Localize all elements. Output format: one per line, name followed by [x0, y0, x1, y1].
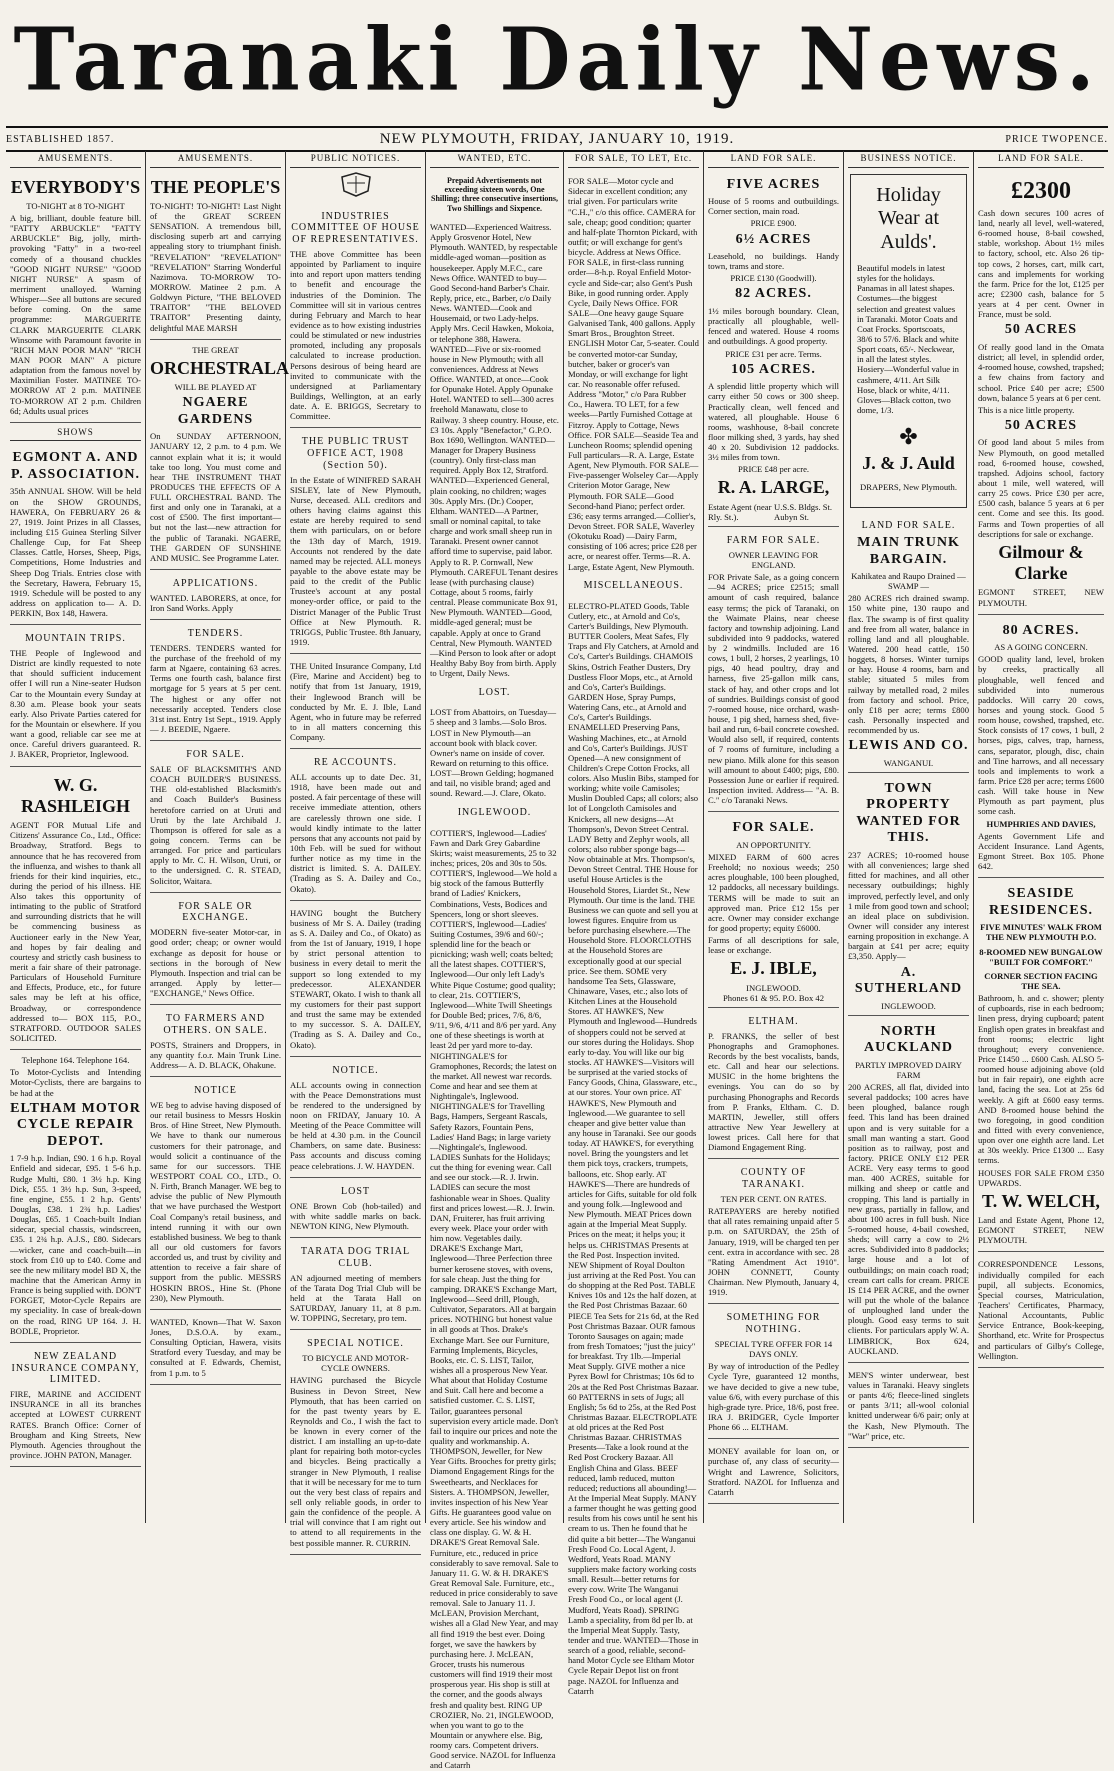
- nz-insurance-ad: [10, 1345, 141, 1467]
- ad-body: SALE OF BLACKSMITH'S AND COACH BUILDER'S BUSINESS. THE old-established Blacksmith's and Coach Builder's Business heretofore carried on at Uruti and Uruti by the late Archibald J. Thompson is offered for sale as a going concern. Terms can be arranged. For price and particulars apply to Mr. C. H. Wilson, Uruti, or to the undersigned. C. R. STEAD, Solicitor, Waitara.: [150, 763, 281, 886]
- ad-body: WANTED. LABORERS, at once, for Iron Sand Works. Apply: [150, 592, 281, 613]
- farm-england-ad: [708, 529, 839, 812]
- ad-body: CORRESPONDENCE Lessons, individually compiled for each pupil, all subjects. Economics, Special courses, Matriculation, Teachers' Certificates, Pharmacy, National Accountants, Public Service Entrance, Book-keeping, Shorthand, etc. Write for Prospectus and particulars of Gilby's College, Wellington.: [978, 1259, 1104, 1361]
- ad-body: 1 7-9 h.p. Indian, £90. 1 6 h.p. Royal Enfield and sidecar, £95. 1 5-6 h.p. Rudge Multi, £80. 1 3½ h.p. King Dick, £55. 1 3½ h.p. Sun, 3-speed, fine engine, £55. 1 2 h.p. Gents' Douglas, £38. 1 2¾ h.p. Ladies' Douglas, £65. 1 Coach-built Indian sidecar, special chassis, windscreen, £35. 1 2¾ h.p. A.J.S., £80. Sidecars—wicker, cane and coach-built—in stock from £10 up to £40. Come and see the new military model BD X, the machine that the American Army in France is being supplied with. DON'T FORGET, Motor-Cycle Repairs are my speciality. In case of break-down on the road, RING UP 164. J. H. BODLE, Proprietor.: [10, 1153, 141, 1336]
- everybodys-ad: [10, 171, 141, 423]
- ad-body: In the Estate of WINIFRED SARAH SISLEY, late of New Plymouth, Nurse, deceased. ALL creditors and others having claims against this estate are hereby required to send them with particulars, on or before the 13th day of March, 1919. Accounts not rendered by the date named may be rejected. ALL moneys payable to the above estate may be paid to the credit of the Public Trustee's account at any postal money-order office, or paid to the District Manager of the Public Trust Office at New Plymouth. R. TRIGGS, Public Trustee. 8th January, 1919.: [290, 474, 421, 647]
- ad-body: POSTS, Strainers and Droppers, in any quantity f.o.r. Main Trunk Line. Address— A. D. BLACK, Ohakune.: [150, 1039, 281, 1071]
- column-heading: LAND FOR SALE.: [708, 151, 839, 168]
- ad-body: TO-NIGHT! TO-NIGHT! Last Night of the GREAT SCREEN SENSATION. A tremendous bill, disclosing superb art and carrying appealing story to triumphant finish. "REVELATION" "REVELATION" "REVELATION" Starring Wonderful Nazimova. TO-MORROW TO-MORROW. Matinee 2 p.m. A Goldwyn Picture, "THE BELOVED TRAITOR" "THE BELOVED TRAITOR" Presenting dainty, delightful MAE MARSH: [150, 200, 281, 333]
- ad-title: THE PUBLIC TRUST OFFICE ACT, 1908 (Section 50).: [301, 436, 410, 471]
- holiday-wear-ad: [850, 174, 967, 509]
- column-heading: WANTED, ETC.: [430, 151, 559, 168]
- column-business: [844, 151, 974, 1523]
- listing-title: FIVE ACRES: [726, 176, 821, 192]
- eltham-ad: [708, 1010, 839, 1159]
- ad-body: TENDERS. TENDERS wanted for the purchase of the freehold of my farm at Ngaere, containing 63 acres. Terms one fourth cash, balance first mortgage for 5 years at 5 per cent. The highest or any offer not necessarily accepted. Tenders close 31st inst. Entry 1st Sept., 1919. Apply— J. BEEDIE, Ngaere.: [150, 642, 281, 735]
- ad-pretitle: THE GREAT: [192, 344, 239, 355]
- motor-car-exchange-ad: [150, 895, 281, 1006]
- column-land-sale: [704, 151, 844, 1523]
- agent-name: R. A. LARGE,: [717, 477, 830, 498]
- flourish-icon: ✤: [899, 423, 918, 449]
- inglewood-listings: COTTIER'S, Inglewood—Ladies' Fawn and Dark Grey Gabardine Skirts; waist measurements, 25 to 32 inches; prices, 20s and 30s to 50s. COTTIER'S, Inglewood—We hold a big stock of the famous Butterfly brand of Ladies' Knickers, Combinations, Vests, Bodices and Spencers, long or short sleeves. COTTIER'S, Inglewood—Ladies' Suiting Costumes, 39/6 and 60/-; splendid line for the beach or picnicking; wash well; coats belted; all the latest shapes. COTTIER'S, Inglewood—Our only left Lady's White Pique Costume; good quality; to clear, 21s. COTTIER'S, Inglewood—White Twill Sheetings for Double Bed; prices, 7/6, 8/6, 9/11, 9/6, 4/11 and 8/6 per yard. Any one of these sheetings is worth at least 2d per yard more to-day. NIGHTINGALE'S for Gramophones, Records; the latest on the market. All newest war records. Come and hear and see them at Nightingale's, Inglewood. NIGHTINGALE'S for Travelling Bags, Hampers, Sergeant Rascals, Safety Razors, Fountain Pens, Ladies' Hand Bags; in large variety—Nightingale's, Inglewood. LADIES Sunhats for the Holidays; cut the thing for evening wear. Call and see our stock.—R. J. Irwin. LADIES can secure the most fashionable wear in Shoes. Quality first and prices lowest.—R. J. Irwin. DAN, Fruiterer, has fruit arriving every week. Place your order with him now. Vegetables daily. DRAKE'S Exchange Mart, Inglewood—Three Perfection three burner kerosene stoves, with ovens, for sale cheap. Just the thing for camping. DRAKE'S Exchange Mart, Inglewood—Seed drill, Plough, Cultivator, Separators. All at bargain prices. NOTHING but honest value in all goods at Thos. Drake's Exchange Mart. See our Furniture, Farming Implements, Bicycles, Books, etc. C. S. LIST, Tailor, wishes all a prosperous New Year. What about that Holiday Costume and Suit. Call here and become a satisfied customer. C. S. LIST, Tailor, guarantees personal supervision every article made. Don't fail to inquire our prices and note the quality and workmanship. A. THOMPSON, Jeweller, for New Year Gifts. Brooches for pretty girls; Diamond Engagement Rings for the Sweethearts, and Necklaces for Sisters. A. THOMPSON, Jeweller, invites inspection of his New Year Gifts. He guarantees good value on every article. See his window and class one display. G. W. & H. DRAKE'S Great Removal Sale. Furniture, etc., reduced in price considerably to save removal. Sale to January 11. G. W. & H. DRAKE'S Great Removal Sale. Furniture, etc., reduced in price considerably to save removal. Sale to January 11. J. McLEAN, Provision Merchant, wishes all a Glad New Year, and may all find 1919 the best ever. Doing forget, we save the hawkers by purchasing here. J. McLEAN, Grocer, trusts his numerous customers will find 1919 their most prosperous year. His shop is still at the corner, and the goods always fresh and quality best. RING UP CROZIER, No. 21, INGLEWOOD, when you want to go to the Mountain or anywhere else. Big, roomy cars. Competent drivers. Good service. NAZOL for Influenza and Catarrh: [430, 827, 559, 1771]
- ad-body: HAVING purchased the Bicycle Business in Devon Street, New Plymouth, that has been carried on for the past twenty years by E. Reynolds and Co., I wish the fact to be known in every corner of the district. I am installing an up-to-date plant for repairing both motor-cycles and bicycles. Being practically a stranger in New Plymouth, I realise that it will be necessary for me to turn out the very best class of repairs and sell only reliable goods, in order to gain the confidence of the people. A trial will convince that I am right out to attend to all requirements in the best possible manner. R. CURRIN.: [290, 1375, 421, 1548]
- money-loan-ad: [708, 1441, 839, 1504]
- listing-subtitle: AS A GOING CONCERN.: [994, 642, 1088, 653]
- column-heading: AMUSEMENTS.: [150, 151, 281, 168]
- butchery-notice: [290, 903, 421, 1057]
- ad-heading: NOTICE.: [332, 1064, 379, 1076]
- blacksmith-sale-ad: [150, 743, 281, 892]
- tyre-offer-ad: [708, 1306, 839, 1439]
- ad-address: DRAPERS, New Plymouth.: [860, 482, 957, 493]
- listing-body: Cash down secures 100 acres of land, nearly all level, well-watered, 6-roomed house, 8-bail cowshed, stable, workshop. About 1½ miles to factory, school, etc. Also 26 tip-top cows, 2 horses, cart, milk cart, cans and implements for working the farm. Price for the lot, £125 per acre; £2300 cash, balance for 5 years at 4 per cent. Owner in France, must be sold.: [978, 207, 1104, 320]
- underwear-ad: [848, 1365, 969, 1448]
- telephone-line: Telephone 164. Telephone 164.: [21, 1055, 130, 1066]
- listing-title: 50 ACRES: [1004, 417, 1078, 433]
- ad-body: AGENT FOR Mutual Life and Citizens' Assurance Co., Ltd., Office: Broadway, Stratford. Begs to announce that he has recovered from the influenza, and wishes to thank all friends for their kind inquiries, etc., during the period of his illness. HE Also takes this opportunity of intimating to the public of Stratford and surrounding districts that he will be commencing business as Auctioneer early in the New Year, and hopes by fair dealing and courtesy and strictly cash business to merit a fair share of their patronage. Particulars of Household Furniture and Effects, Produce, etc., for future sales may be left at his office, Broadway, or correspondence addressed to— BOX 115, P.O., STRATFORD. OUTDOOR SALES SOLICITED.: [10, 820, 141, 1044]
- rashleigh-ad: [10, 769, 141, 1051]
- agent-place: INGLEWOOD.: [881, 1000, 936, 1011]
- column-amusements-1: [6, 151, 146, 1523]
- listing-price: PRICE £900.: [750, 218, 797, 229]
- gilmour-clarke-ad: [978, 171, 1104, 615]
- agent-name: HUMPHRIES AND DAVIES,: [986, 818, 1096, 829]
- ad-heading: APPLICATIONS.: [172, 578, 259, 590]
- established-text: ESTABLISHED 1857.: [6, 134, 115, 145]
- egmont-show-ad: [10, 444, 141, 625]
- masthead: [0, 0, 1114, 122]
- ad-subtitle: WILL BE PLAYED AT: [174, 382, 257, 393]
- town-property-ad: [848, 775, 969, 1016]
- ad-title: ELTHAM MOTOR CYCLE REPAIR DEPOT.: [10, 1100, 141, 1149]
- optician-ad: [150, 1312, 281, 1385]
- ad-title: NORTH AUCKLAND: [864, 1023, 953, 1056]
- ad-subtitle: TO-NIGHT at 8 TO-NIGHT: [26, 200, 125, 211]
- mountain-trips-ad: [10, 627, 141, 766]
- ad-subheading: AN OPPORTUNITY.: [736, 839, 811, 850]
- ad-heading: FARM FOR SALE.: [726, 535, 821, 546]
- county-rates-ad: [708, 1161, 839, 1304]
- listing-title: 50 ACRES: [1004, 322, 1078, 338]
- lost-heading: LOST.: [478, 686, 511, 698]
- agent-left: Estate Agent (near Rly. St.).: [708, 501, 772, 522]
- for-sale-listings: FOR SALE—Motor cycle and Sidecar in excellent condition; any trial given. For particulars write "C.H.," c/o this office. CAMERA for sale, cheap; good condition; quarter and half-plate Thornton Pickard, with outfit; or will exchange for gent's bicycle. Address at News Office. FOR SALE, in first-class running order—8-h.p. Royal Enfield Motor-cycle and Side-car; also Gent's Push Bike, in good running order. Apply Cycle, Daily News Office. FOR SALE—One heavy gauge Square Galvanised Tank, 400 gallons. Apply Smart Bros., Broughton Street. ENGLISH Motor Car, 5-seater. Could be converted motor-car Sunday, butcher, baker or grocer's van Monday, or will exchange for light car. No reasonable offer refused. Address "Motor," c/o Para Rubber Co., Hawera. TO LET, for a few weeks—Partly Furnished Cottage at Fitzroy. Apply to Cottage, News Office. FOR SALE—Seaside Tea and Luncheon Rooms; splendid opening Full particulars—R. A. Large, Estate Agent, New Plymouth. FOR SALE—Five-passenger Wolseley Car—Apply Criterion Motor Garage, New Plymouth. FOR SALE—Good Second-hand Piano; perfect order. £36; easy terms arranged.—Collier's, Devon Street. FOR SALE, Waverley (Okotuku Road) —Dairy Farm, consisting of 106 acres; price £28 per acre, or nearest offer. Terms—R. A. Large, Estate Agent, New Plymouth.: [568, 176, 699, 572]
- ad-brand: J. & J. Auld: [862, 452, 955, 473]
- column-public-notices: [286, 151, 426, 1548]
- listing-body: A splendid little property which will carry either 50 cows or 300 sheep. Practically clean, well fenced and watered, all ploughable. House 6 rooms, washhouse, 8-bail concrete floor milking shed, 3 yards, hay shed 40 x 20. Subdivision 12 paddocks. 3½ miles from town.: [708, 381, 839, 463]
- listing-title: SEASIDE RESIDENCES.: [989, 886, 1093, 918]
- lost-listings: LOST from Abattoirs, on Tuesday—5 sheep and 3 lambs.—Solo Bros. LOST in New Plymouth—an account book with black cover. Owner's name on inside of cover. Reward on returning to this office. LOST—Brown Gelding; hogmaned and tail, no visible brand; aged and sound. Reward.—J. Clare, Okato.: [430, 707, 557, 799]
- listing-body: 1½ miles borough boundary. Clean, practically all ploughable, well-fenced and watered. House 4 rooms and outbuildings. A good property.: [708, 306, 839, 347]
- ad-body: FIRE, MARINE and ACCIDENT INSURANCE in all its branches accepted at LOWEST CURRENT RATES. Branch Office: Corner of Brougham and King Streets, New Plymouth. Agencies throughout the province. JOHN PATON, Manager.: [10, 1389, 141, 1461]
- eltham-motor-ad: [10, 1052, 141, 1343]
- ad-title: EVERYBODY'S: [10, 176, 141, 197]
- ad-body: 35th ANNUAL SHOW. Will be held on the SHOW GROUNDS, HAWERA, On FEBRUARY 26 & 27, 1919. Joint Prizes in all Classes, including £15 Guinea Sterling Silver Challenge Cup, for Fat Sheep Classes. Cattle, Horses, Sheep, Pigs, Competitions, Home Industries and Sheep Dog Trials. Entries close with the Secretary, Hawera, February 15, 1919. Schedule will be posted to any address on application to— A. D. PERKIN, Box 148, Hawera.: [10, 486, 141, 619]
- agent-place: INGLEWOOD.: [746, 982, 801, 993]
- eighty-acres-ad: [978, 617, 1104, 879]
- ad-body: THE People of Inglewood and District are kindly requested to note that should sufficient inducement offer I will run a Nine-seater Hudson Car to the Mountain every Sunday at 8.30 a.m. Please book your seats early. Also Private Parties catered for for the Mountain or elsewhere. If you want a good, reliable car see me at once. Careful drivers guaranteed. R. J. BAKER, Proprietor, Inglewood.: [10, 648, 141, 760]
- ad-title: TOWN PROPERTY WANTED FOR THIS.: [856, 780, 961, 846]
- ad-body: On SUNDAY AFTERNOON, JANUARY 12, 2 p.m. to 4 p.m. We cannot explain what it is; it would take too long. You must come and hear THE INSTRUMENT THAT PRODUCES THE EFFECTS OF A FULL ORCHESTRAL BAND. The first and only one in Taranaki, at a cost of £500. The first important—but not the last—new attraction for the public of Taranaki. NGAERE, THE GARDEN OF SUNSHINE AND MUSIC. See Programme Later.: [150, 431, 281, 563]
- ad-body: Beautiful models in latest styles for the holidays. Panamas in all latest shapes. Costumes—the biggest selection and greatest values in Taranaki. Motor Coats and Coat Frocks. Sportscoats, 38/6 to 57/6. Black and white Sport coats, 65/-. Neckwear, in all the latest styles. Hosiery—Wonderful value in cashmere, 4/11. Art Silk Hose, black or white, 4/11. Gloves—Black cotton, two dome, 1/3.: [857, 262, 959, 415]
- dateline-text: NEW PLYMOUTH, FRIDAY, JANUARY 10, 1919.: [379, 131, 735, 147]
- column-heading: FOR SALE, TO LET, Etc.: [568, 151, 699, 168]
- column-heading: BUSINESS NOTICE.: [848, 151, 969, 168]
- ad-body: FOR Private Sale, as a going concern—94 ACRES; price £2515; small amount of cash required, balance easy terms; the pick of Taranaki, on the Waimate Plains, near cheese factory and township adjoining. Land subdivided into 9 paddocks, watered by 2 windmills. Included are 16 cows, 1 bull, 2 horses, 2 yearlings, 10 pigs, 40 head poultry, dray and harness, five 25-gallon milk cans, stack of hay, and other crops and lot of sundries. Buildings consist of good 7-roomed house, nice orchard, wash-house, 1 pig shed, harness shed, five-bail and run, 6-bail concrete cowshed. Would also sell, if required, contents of 7 rooms of furniture, including a new piano. Milk alone for this season will amount to about £400; pigs, £80. Possession June or earlier if required. Inspection invited. Address— "A. B. C." c/o Taranaki News.: [708, 572, 840, 806]
- newspaper-title: Taranaki Daily News.: [13, 9, 1101, 111]
- ad-heading: SPECIAL NOTICE.: [307, 1338, 404, 1350]
- agent-address: Agents Government Life and Accident Insurance. Land Agents, Egmont Street. Box 105. Phone 642.: [978, 830, 1104, 872]
- listing-body: Of really good land in the Omata district; all level, in splendid order, 4-roomed house, cowshed, trapshed; a few chains from factory and school. Price £40 per acre; £500 down, balance 5 years at 6 per cent.: [978, 341, 1104, 403]
- ad-title: THE PEOPLE'S: [150, 176, 281, 197]
- industries-committee-notice: [290, 205, 421, 429]
- ad-body: WANTED, Known—That W. Saxon Jones, D.S.O.A. by exam., Consulting Optician, Hawera, visits Stratford every Tuesday, and may be consulted at F. Edwards, Chemist, from 1 p.m. to 5: [150, 1316, 281, 1378]
- ad-body: By way of introduction of the Pedley Cycle Tyre, guaranteed 12 months, we have decided to give a new tube, value 6/6, with every purchase of this high-grade tyre. Price, 18/6, post free. IRA J. BRIDGER, Cycle Importer Phone 66 ... ELTHAM.: [708, 1361, 839, 1433]
- ad-title: W. G. RASHLEIGH: [20, 774, 131, 816]
- columns-area: [6, 151, 1108, 1771]
- ad-heading: SOMETHING FOR NOTHING.: [726, 1312, 821, 1336]
- ad-title: EGMONT A. AND P. ASSOCIATION.: [11, 450, 140, 482]
- ad-heading: FOR SALE.: [186, 749, 245, 761]
- ad-heading: FOR SALE.: [732, 820, 815, 836]
- listing-title: 82 ACRES.: [735, 286, 812, 302]
- main-trunk-ad: [848, 514, 969, 773]
- ad-heading: ELTHAM.: [748, 1015, 799, 1027]
- listing-price: PRICE £31 per acre. Terms.: [725, 348, 822, 359]
- miscellaneous-heading: MISCELLANEOUS.: [583, 580, 684, 592]
- column-heading: AMUSEMENTS.: [10, 151, 141, 168]
- ad-heading: MOUNTAIN TRIPS.: [25, 633, 126, 645]
- listing-subtitle: 8-ROOMED NEW BUNGALOW "BUILT FOR COMFORT.": [979, 946, 1103, 967]
- ad-tail: Farms of all descriptions for sale, lease or exchange.: [708, 935, 839, 956]
- agent-name: A. SUTHERLAND: [854, 964, 963, 997]
- ad-body: P. FRANKS, the seller of best Phonographs and Gramophones. Records by the best vocalists, bands, etc. Call and hear our selections. MUSIC in the home brightens the evenings. You can do so by purchasing Phonographs and Records from P. Franks, Eltham. C. D. MARTIN, Jeweller, still offers attractive New Year Jewellery at lowest prices. Call here for that Diamond Engagement Ring.: [708, 1030, 839, 1153]
- ad-body: ALL accounts up to date Dec. 31, 1918, have been made out and posted. A fair percentage of these will receive immediate attention, others are carelessly thrown one side. I would kindly intimate to the latter persons that any accounts not paid by 10th Feb. will be sued for without further notice as my time in the district is limited. S. A. DAILEY. (Trading as S. A. Dailey and Co., Okato).: [290, 772, 421, 894]
- listing-body: House of 5 rooms and outbuildings. Corner section, main road.: [708, 196, 839, 217]
- ad-body: MODERN five-seater Motor-car, in good order; cheap; or owner would exchange as deposit for house or sections in the borough of New Plymouth. Inspection and trial can be arranged. Apply by letter— "EXCHANGE," News Office.: [150, 927, 281, 999]
- listing-note: This is a nice little property.: [978, 404, 1075, 415]
- ad-subheading: SPECIAL TYRE OFFER FOR 14 DAYS ONLY.: [714, 1338, 833, 1360]
- united-insurance-notice: [290, 656, 421, 749]
- ad-subheading: TO BICYCLE AND MOTOR-CYCLE OWNERS.: [302, 1353, 409, 1374]
- agent-name: E. J. IBLE,: [730, 958, 817, 979]
- bicycle-notice: [290, 1332, 421, 1554]
- listing-body: Leasehold, no buildings. Handy town, trams and store.: [708, 251, 839, 272]
- re-accounts-notice: [290, 751, 421, 900]
- column-heading: LAND FOR SALE.: [978, 151, 1104, 168]
- peace-notice: [290, 1059, 421, 1178]
- ad-heading: LOST: [341, 1185, 370, 1197]
- agent-name: T. W. WELCH,: [982, 1190, 1100, 1211]
- ad-body: MIXED FARM of 600 acres Freehold; no noxious weeds; 250 acres ploughable, 100 been ploughed, 12 paddocks, all necessary buildings. TERMS will be made to suit an approved man. Price £12 15s per acre. Owner may consider exchange for good property; equity £6000.: [708, 851, 839, 933]
- ad-body: MEN'S winter underwear, best values in Taranaki. Heavy singlets or pants 4/6; fleece-lined singlets or pants 3/11; all-wool colonial knitted underwear 6/6 pair; only at the Kash, New Plymouth. The "War" price, etc.: [848, 1369, 969, 1441]
- ad-heading: RE ACCOUNTS.: [313, 757, 398, 769]
- tenders-ad: [150, 622, 281, 741]
- wanted-listings: WANTED—Experienced Waitress. Apply Grosvenor Hotel, New Plymouth. WANTED, by respectable middle-aged woman—position as housekeeper. Apply M.F.C., care News Office. WANTED to buy—Good Second-hand Barber's Chair. Reply, price, etc., Barber, c/o Daily News. WANTED—Cook and Housemaid, or two Lady-helps. Apply Mrs. Cecil Hawken, Mokoia, or telephone 388, Hawera. WANTED—Five or six-roomed house in New Plymouth; with all conveniences. Address at News Office. WANTED, at once—Cook for Opunake Hotel. Apply Opunake Hotel. WANTED to sell—300 acres freehold Manawatu, close to Railway. 3 sheep country. House, etc. £3 10s. Apply "Benefactor," G.P.O. Box 1690, Wellington. WANTED—Manager for Drapery Business (country). Only first-class man required. Apply Box 12, Stratford. WANTED—Experienced General, plain cooking, no children; wages 30s. Apply Mrs. (Dr.) Cooper, Eltham. WANTED—A Partner, small or nominal capital, to take charge and work small sheep run in Taranaki. Present owner cannot afford time to supervise, paid labor. Apply to R. P. Cornwall, New Plymouth. CAREFUL Tenant desires lease (with purchasing clause) Cottage, about 5 rooms, fairly central. Please communicate Box 91, New Plymouth. WANTED—Good, middle-aged general; must be capable. Apply at once to Grand Central, New Plymouth. WANTED—Kind Person to look after or adopt Healthy Baby Boy from birth. Apply to Urgent, Daily News.: [430, 221, 559, 679]
- dog-trial-notice: [290, 1240, 421, 1330]
- agent-address: EGMONT STREET, NEW PLYMOUTH.: [978, 587, 1104, 608]
- agent-name: Gilmour & Clarke: [998, 541, 1084, 584]
- ad-subtitle: PARTLY IMPROVED DAIRY FARM: [855, 1059, 962, 1080]
- listing-title: 105 ACRES.: [731, 361, 816, 377]
- listing-subtitle: FIVE MINUTES' WALK FROM THE NEW PLYMOUTH P.O.: [980, 922, 1102, 943]
- column-heading: PUBLIC NOTICES.: [290, 151, 421, 168]
- listing-title: 6½ ACRES: [735, 231, 812, 247]
- listing-tail: HOUSES FOR SALE FROM £350 UPWARDS.: [978, 1167, 1104, 1188]
- ad-title: INDUSTRIES COMMITTEE OF HOUSE OF REPRESENTATIVES.: [291, 210, 420, 246]
- column-land-sale-2: [974, 151, 1108, 1523]
- applications-ad: [150, 572, 281, 620]
- ad-heading: TO FARMERS AND OTHERS. ON SALE.: [163, 1013, 268, 1037]
- ad-body: A big, brilliant, double feature bill. "FATTY ARBUCKLE" "FATTY ARBUCKLE" Big, jolly, mirth-provoking "Fatty" in a two-reel comedy of a thousand chuckles "GOOD NIGHT NURSE" "GOOD NIGHT NURSE" A spasm of merriment unalloyed. Warning Whisper—See all buttons are secured before coming. On the same programme: MARGUERITE CLARK MARGUERITE CLARK Winsome with Paramount favorite in "RICH MAN POOR MAN" "RICH MAN POOR MAN" A picture adaptation from the famous novel by Maximilian Foster. MATINEE TO-MORROW AT 2 p.m. MATINEE TO-MORROW AT 2 p.m. Children 6d; Adults usual prices: [10, 212, 141, 416]
- ad-title: ORCHESTRALA: [150, 357, 290, 378]
- ad-title: MAIN TRUNK BARGAIN.: [857, 535, 960, 567]
- ad-body: ALL accounts owing in connection with the Peace Demonstrations must be rendered to the undersigned by noon on FRIDAY, January 10. A Meeting of the Peace Committee will be held at 4.30 p.m. in the Council Chambers, on same date. Business: Pass accounts and discuss coming peace celebrations. J. W. HAYDEN.: [290, 1079, 421, 1171]
- price-text: PRICE TWOPENCE.: [1005, 134, 1108, 145]
- ad-heading: TENDERS.: [187, 628, 244, 640]
- coal-notice-ad: [150, 1079, 281, 1310]
- ad-body: WE beg to advise having disposed of our retail business to Messrs Hoskin Bros. of Hine Street, New Plymouth. We have to thank our numerous customers for their patronage, and would solicit a continuance of the same for our successors. THE WESTPORT COAL CO., LTD., O. N. Firth, Branch Manager. WE beg to advise the public of New Plymouth that we have purchased the Westport Coal Company's retail business, and intend running it with our own established business. We beg to thank all our old customers for favors accorded us, and trust by civility and attention to receive a fair share of support from the public. MESSRS HOSKIN BROS., Hine St. (Phone 230), New Plymouth.: [150, 1100, 281, 1303]
- ad-body: THE above Committee has been appointed by Parliament to inquire into and report upon matters tending to benefit and encourage the industries of the Dominion. The Committee will sit in various centres during February and March to hear evidence as to how existing industries could be stimulated or new industries promoted, including any proposals calculated to increase production. Persons desirous of being heard are invited to communicate with the undersigned at Parliamentary Buildings, Wellington, at an early date. A. E. BRIGGS, Secretary to Committee.: [290, 248, 421, 422]
- column-amusements-2: [146, 151, 290, 1523]
- listing-price: PRICE £48 per acre.: [737, 464, 810, 475]
- agent-address: Land and Estate Agent, Phone 12, EGMONT STREET, NEW PLYMOUTH.: [978, 1215, 1104, 1246]
- ad-body: 280 ACRES rich drained swamp. 150 white pine, 130 raupo and flax. The swamp is of first quality and free from all water, balance in rolling land and all ploughable. Watered. 200 head cattle, 150 hoggets, 8 horses. Winter turnips or hay. House 4 rooms, barn and stable; situated 5 miles from railway by metalled road, 2 miles from factory and school. Price, only £18 per acre; terms £800 cash. Personally inspected and recommended by us.: [848, 593, 969, 736]
- ad-subtitle: Kahikatea and Raupo Drained — SWAMP —: [851, 571, 966, 592]
- ad-body: ONE Brown Cob (hob-tailed) and with white saddle marks on back. NEWTON KING, New Plymouth.: [290, 1200, 421, 1231]
- listing-subtitle: CORNER SECTION FACING THE SEA.: [984, 970, 1098, 991]
- ad-title: Holiday Wear at Aulds'.: [876, 183, 941, 253]
- listing-body: Bathroom, h. and c. shower; plenty of cupboards, rise in each bedroom; linen press, drying cupboard; patent English open grates in breakfast and front rooms; electric light throughout; every convenience. Price £1450 ... £600 Cash. ALSO 5-roomed house adjoining above (old but in fair repair), one eighth acre land, facing the sea. Lot at 25s 6d weekly. A gift at £600 easy terms. AND 8-roomed house behind the two foregoing, in good condition and fitted with every convenience, upon over one eighth acre land. Let at 30s weekly. Price £1300 ... Easy terms.: [978, 993, 1104, 1166]
- ad-subheading: OWNER LEAVING FOR ENGLAND.: [728, 549, 819, 570]
- ad-body: THE United Insurance Company, Ltd (Fire, Marine and Accident) beg to notify that from 1st January, 1919, their Inglewood Branch will be conducted by Mr. E. J. Ible, Land Agent, who in future may be referred to in all matters concerning this Company.: [290, 661, 421, 743]
- lost-cob-notice: [290, 1180, 421, 1238]
- listing-title: 80 ACRES.: [1002, 622, 1080, 638]
- agent-place: WANGANUI.: [883, 757, 934, 768]
- orchestrala-ad: [150, 342, 290, 570]
- inglewood-heading: INGLEWOOD.: [457, 807, 532, 819]
- ad-subheading: TEN PER CENT. ON RATES.: [720, 1193, 827, 1204]
- listing-price: PRICE £130 (Goodwill).: [730, 273, 817, 284]
- north-auckland-ad: [848, 1018, 969, 1363]
- ad-body: AN adjourned meeting of members of the Tarata Dog Trial Club will be held at the Tarata Hall on SATURDAY, January 11, at 8 p.m. W. TOPPING, Secretary, pro tem.: [290, 1272, 421, 1324]
- large-estate-ad: [708, 171, 839, 527]
- correspondence-ad: [978, 1254, 1104, 1367]
- ad-heading: NOTICE: [194, 1085, 237, 1097]
- farmers-posts-ad: [150, 1007, 281, 1077]
- peoples-ad: [150, 171, 281, 340]
- masthead-rule-top: [6, 126, 1108, 128]
- ad-body: 237 ACRES; 10-roomed house with all conveniences; large shed fitted for machines, and all other necessary outbuildings; highly improved, perfectly level, and only 1 mile from good town and school; an ideal place on subdivision. Owner will consider any interest earning proposition in exchange. A bargain at £41 per acre; equity £3,350. Apply—: [848, 850, 969, 962]
- seaside-ad: [978, 880, 1104, 1252]
- listing-body: Of good land about 5 miles from New Plymouth, on good metalled road, 6-roomed house, cowshed, trapshed. Adjoins school, factory about 1 mile, well watered, will carry 25 cows. Price £30 per acre, £500 cash, balance 5 years at 6 per cent. Come and see this. Its good. Farms and Town properties of all descriptions for sale or exchange.: [978, 437, 1104, 539]
- agent-right: U.S.S. Bldgs. St. Aubyn St.: [774, 501, 833, 522]
- dateline-bar: [6, 131, 1108, 150]
- agent-address-row: [708, 502, 839, 522]
- miscellaneous-listings: ELECTRO-PLATED Goods, Table Cutlery, etc., at Arnold and Co's, Carter's Buildings, New Plymouth. BUTTER Coolers, Meat Safes, Fly Traps and Fly Catchers, at Arnold and Co's, Carter's Buildings. CHAMOIS Skins, Ostrich Feather Dusters, Dry Dustless Floor Mops, etc., at Arnold and Co's, Carter's Buildings. GARDEN Hose, Spray Pumps, Watering Cans, etc., at Arnold and Co's, Carter's Buildings. ENAMELLED Preserving Pans, Washing Machines, etc., at Arnold and Co's, Carter's Buildings. JUST Opened—A new consignment of Children's Crepe Cotton Frocks, all colors. Also Muslin Bibs, stamped for working; white voile Camisoles; Muslin Doubled Caps; all colors; also lot of Longcloth Camisoles and Knickers, all new designs—At Thompson's, Devon Street Central. LADY Betty and Zephyr wools, all colors; also rubber sponge bags—Now obtainable at Mrs. Thompson's, Devon Street Central. THE House for useful House Articles is the Household Stores, Liardet St., New Plymouth. Our time is the land. THE Business we can quote and sell you at lowest figures. Enquire from us before purchasing elsewhere.—The Household Store. FLOORCLOTHS at the Household Stores are exceptionally good at our special price. See them. SOME very handsome Tea Sets, Glassware, Chinaware, Vases, etc.; also lots of Kitchen Lines at the Household Stores. AT HAWKE'S, New Plymouth and Inglewood—Hundreds of shoppers could not be served at our stores during the Holidays. Shop early to-day. You will like our big stocks. AT HAWKE'S—Visitors will be surprised at the varied stocks of Fancy Goods, China, Glassware, etc., at our stores. Your own price. AT HAWKE'S, New Plymouth and Inglewood.—We guarantee to sell cheaper and give better value than any house in Taranaki. See our goods today. AT HAWKE'S, for everything novel. Bring the youngsters and let them pick toys, crackers, trumpets, balloons, etc. Shop early. AT HAWKE'S—There are hundreds of articles for Gifts, suitable for old folk and young folk.—Inglewood and New Plymouth. MEAT Prices down again at the Imperial Meat Supply. Prices on the meat; it helps you; it helps us. CHRISTMAS Presents at the Red Post. Inspection invited. NEW Shipment of Royal Doulton just arriving at the Red Post. You can do shopping at the Red Post. TABLE Knives 10s and 12s the half dozen, at the Red Post Christmas Bazaar. 60 PIECE Tea Sets for 21s 6d, at the Red Post Christmas Bazaar. OUR famous Toronto Sausages on again; made from fresh Tomatoes; "just the juicy" for breakfast. Try 1lb.—Imperial Meat Supply. GIVE mother a nice Pyrex Bowl for Christmas; 10s 6d to 20s at the Red Post Christmas Bazaar. 60 PATTERNS in sets of Jugs; all English; 5s 6d to 25s, at the Red Post Christmas Bazaar. ELECTROPLATE at old prices at the Red Post Christmas Bazaar. CHRISTMAS Presents—Take a look round at the Red Post Crockery Bazaar. All English China and Glass. BEEF reduced, lamb reduced, mutton reduced; reductions all abounding!—At the Imperial Meat Supply. MANY a farmer thought he was getting good results from his cows until he sent his cream to us. Then he found that he did quite a bit better—The Wanganui Fresh Food Co. Local Agent, J. Wedford, Yeats Road. MANY suppliers make factory working costs small. Result—better returns for every cow. Write The Wanganui Fresh Food Co., or local agent (J. Mudford, Yeats Road). SPRING Lamb a speciality, from 8d per lb. at the Imperial Meat Supply. Tasty, tender and true. WANTED—Those in search of a good, reliable, second-hand Motor Cycle see Eltham Motor Cycle Repair Depot list on front page. NAZOL for Influenza and Catarrh: [568, 600, 699, 1696]
- ad-body: RATEPAYERS are hereby notified that all rates remaining unpaid after 5 p.m. on SATURDAY, the 25th of January, 1919, will be charged ten per cent. extra in accordance with sec. 28 "Rating Amendment Act 1910". JOHN CONNETT, County Chairman. New Plymouth, January 4, 1919.: [708, 1206, 839, 1298]
- coat-of-arms-icon: [290, 171, 421, 203]
- agent-name: LEWIS AND CO.: [848, 738, 969, 754]
- ad-body: MONEY available for loan on, or purchase of, any class of security—Wright and Lawrence, Solicitors, Stratford. NAZOL for Influenza and Catarrh: [708, 1446, 839, 1497]
- ible-sale-ad: [708, 814, 839, 1008]
- ad-body: 200 ACRES, all flat, divided into several paddocks; 100 acres have been ploughed, balance rough feed. This land has been drained upon and is very suitable for a small man wanting a start. Good position as to railway, post and factory. PRICE ONLY £12 PER ACRE. Very easy terms to good man. 400 ACRES, suitable for milking and sheep or cattle and cropping. This land is partially in new grass, partially in fallow, and about 100 acres in full bush. Nice 5-roomed house, 4-bail cowshed, sheds; will carry a cow to 2½ acres. Subdivided into 8 paddocks; large house and a lot of outbuildings; on main coach road; cream cart calls for cream. PRICE IS £14 PER ACRE, and the owner will put the whole of the balance of unploughed land under the plough. Good easy terms to suit clients. For particulars apply W. A. LIMBRICK, Box 624, AUCKLAND.: [848, 1082, 969, 1356]
- ad-heading: COUNTY OF TARANAKI.: [740, 1167, 807, 1191]
- ad-body: HAVING bought the Butchery business of Mr S. A. Dailey (trading as S. A. Dailey and Co., of Okato) as from the 1st of January, 1919, I hope by strict personal attention to business in every detail to merit the support so long extended to my predecessor. ALEXANDER STEWART, Okato. I wish to thank all my customers for their past support and trust the same may be extended to my successor. S. A. DAILEY, (Trading as S. A. Dailey and Co., Okato).: [290, 907, 421, 1050]
- ad-heading: LAND FOR SALE.: [861, 520, 956, 532]
- column-wanted: [426, 151, 564, 1771]
- column-for-sale: [564, 151, 704, 1696]
- public-trust-notice: [290, 430, 421, 654]
- listing-title: £2300: [1011, 177, 1071, 204]
- ad-title: NEW ZEALAND INSURANCE COMPANY, LIMITED.: [11, 1350, 140, 1386]
- ad-heading: FOR SALE OR EXCHANGE.: [178, 900, 253, 924]
- ad-place: NGAERE GARDENS: [177, 395, 254, 427]
- listing-body: GOOD quality land, level, broken by creeks, practically all ploughable, well fenced and subdivided into numerous paddocks. Will carry 20 cows, horses and young stock. Good 5 room house, cowshed, trapshed, etc. Stock consists of 17 cows, 1 bull, 2 horses, pigs, calves, trap, harness, cans, separator, plough, disc, chain and Tine harrows, and all necessary tools and implements to work a farm. Price £28 per acre; terms £600 cash. Will take house in New Plymouth as part payment, plus some cash.: [978, 654, 1104, 817]
- ad-intro: To Motor-Cyclists and Intending Motor-Cyclists, there are bargains to be had at the: [10, 1067, 141, 1098]
- ad-heading: TARATA DOG TRIAL CLUB.: [300, 1245, 411, 1269]
- section-heading: SHOWS: [10, 425, 141, 442]
- rates-note: Prepaid Advertisements not exceeding sixteen words, One Shilling; three consecutive insertions, Two Shillings and Sixpence.: [431, 175, 558, 213]
- agent-phone: Phones 61 & 95. P.O. Box 42: [723, 992, 824, 1003]
